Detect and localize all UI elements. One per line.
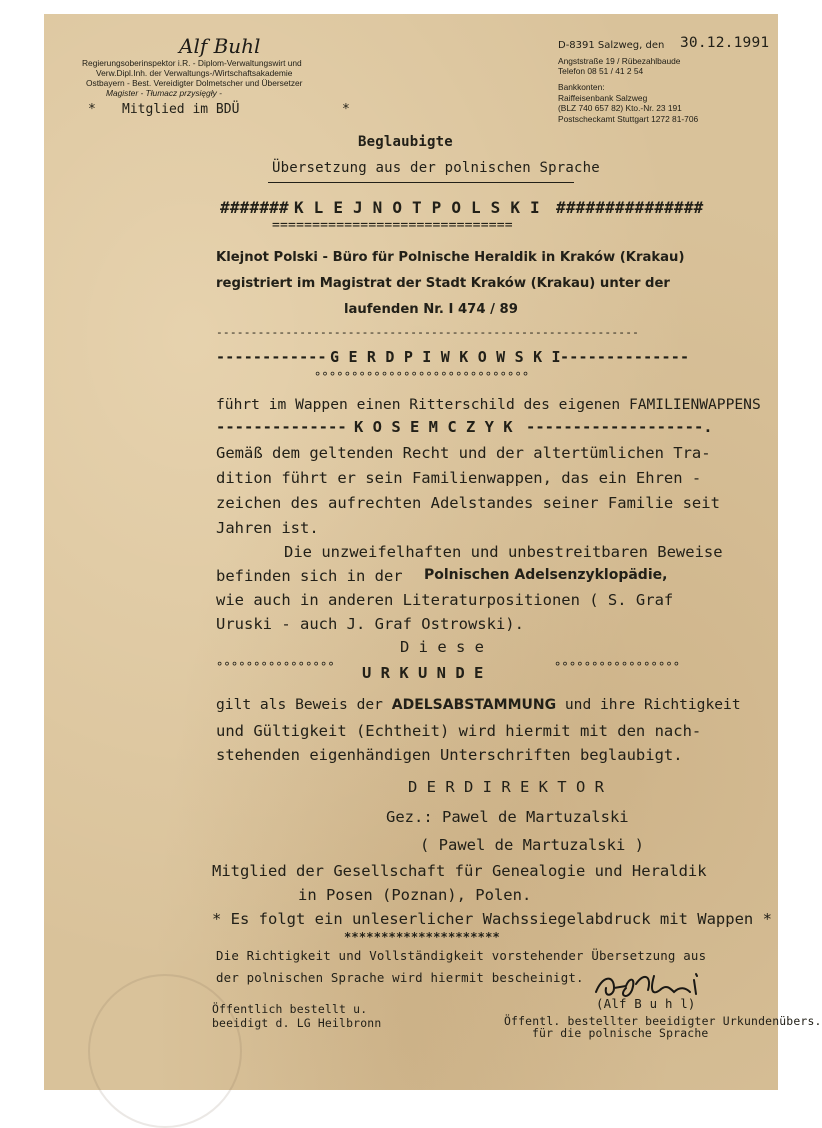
family-dashes-left: -------------- xyxy=(216,418,347,436)
circles-right: °°°°°°°°°°°°°°°°° xyxy=(554,660,681,674)
body-p1: führt im Wappen einen Ritterschild des eigenen FAMILIENWAPPENS xyxy=(216,396,761,413)
title-hashes-left: ####### xyxy=(220,198,289,217)
stars: ********************* xyxy=(344,930,500,944)
office-line-3: laufenden Nr. I 474 / 89 xyxy=(344,302,518,317)
body-p4-line-1b: ADELSABSTAMMUNG xyxy=(391,697,557,713)
body-p3-line-4: Uruski - auch J. Graf Ostrowski). xyxy=(216,615,524,633)
faded-stamp-icon xyxy=(88,974,242,1128)
place: D-8391 Salzweg, den xyxy=(558,40,665,51)
membership-star-left: * xyxy=(88,102,96,117)
cert-line-1: Die Richtigkeit und Vollständigkeit vorstehender Übersetzung aus xyxy=(216,948,707,963)
date: 30.12.1991 xyxy=(680,35,770,51)
person-dashes-right: -------------- xyxy=(560,348,690,366)
body-p4-line-1 xyxy=(216,696,741,713)
bank-title: Bankkonten: xyxy=(558,82,605,92)
bank-line-1: Raiffeisenbank Salzweg xyxy=(558,93,648,103)
cert-right-line-2: für die polnische Sprache xyxy=(532,1026,709,1040)
letterhead-line-4: Magister - Tłumacz przysięgły - xyxy=(106,88,222,98)
heading-underline xyxy=(268,182,574,183)
body-p3-line-2a: befinden sich in der xyxy=(216,567,403,585)
director-member-line-1: Mitglied der Gesellschaft für Genealogie und Heraldik xyxy=(212,862,707,880)
person-dashes-left: ------------ xyxy=(216,348,327,366)
cert-left-line-1: Öffentlich bestellt u. xyxy=(212,1002,368,1016)
body-p4-line-3: stehenden eigenhändigen Unterschriften beglaubigt. xyxy=(216,746,683,764)
phone: Telefon 08 51 / 41 2 54 xyxy=(558,66,644,76)
body-p3-line-1: Die unzweifelhaften und unbestreitbaren Beweise xyxy=(284,543,723,561)
letterhead-line-2: Verw.Dipl.Inh. der Verwaltungs-/Wirtschaftsakademie xyxy=(96,68,293,78)
membership: Mitglied im BDÜ xyxy=(122,102,240,117)
urkunde: U R K U N D E xyxy=(362,664,484,682)
office-line-2: registriert im Magistrat der Stadt Kraków (Krakau) unter der xyxy=(216,276,670,291)
director-name: ( Pawel de Martuzalski ) xyxy=(420,836,644,854)
cert-right-line-1: Öffentl. bestellter beeidigter Urkundenübers. xyxy=(504,1014,822,1028)
diese: D i e s e xyxy=(400,638,484,656)
title-underline: ============================== xyxy=(272,218,513,233)
letterhead-name: Alf Buhl xyxy=(179,34,261,58)
person-dashes-top: ------------------------------------------------------------- xyxy=(216,326,640,339)
document-page xyxy=(44,14,822,1090)
cert-signer-name: (Alf B u h l) xyxy=(596,996,696,1011)
director-signed: Gez.: Pawel de Martuzalski xyxy=(386,808,629,826)
body-p4-line-2: und Gültigkeit (Echtheit) wird hiermit mit den nach- xyxy=(216,722,702,740)
bank-line-2: (BLZ 740 657 82) Kto.-Nr. 23 191 xyxy=(558,103,682,113)
cert-left-line-2: beeidigt d. LG Heilbronn xyxy=(212,1016,382,1030)
letterhead-line-3: Ostbayern - Best. Vereidigter Dolmetscher und Übersetzer xyxy=(86,78,303,88)
membership-star-right: * xyxy=(342,102,350,117)
family-dashes-right: -------------------. xyxy=(526,418,713,436)
body-p3-line-2b: Polnischen Adelsenzyklopädie, xyxy=(424,567,668,583)
title-hashes-right: ############### xyxy=(556,198,704,217)
address: Angststraße 19 / Rübezahlbaude xyxy=(558,56,681,66)
cert-line-2: der polnischen Sprache wird hiermit bescheinigt. xyxy=(216,970,584,985)
heading-line-1: Beglaubigte xyxy=(358,134,453,150)
letterhead-line-1: Regierungsoberinspektor i.R. - Diplom-Verwaltungswirt und xyxy=(82,58,302,68)
bank-line-3: Postscheckamt Stuttgart 1272 81-706 xyxy=(558,114,699,124)
body-p2-line-2: dition führt er sein Familienwappen, das ein Ehren - xyxy=(216,469,702,487)
director-member-line-2: in Posen (Poznan), Polen. xyxy=(298,886,532,904)
person-name: G E R D P I W K O W S K I xyxy=(330,348,561,366)
body-p2-line-4: Jahren ist. xyxy=(216,519,319,537)
director-title: D E R D I R E K T O R xyxy=(408,778,604,796)
family-name: K O S E M C Z Y K xyxy=(354,418,513,436)
heading-line-2: Übersetzung aus der polnischen Sprache xyxy=(272,160,600,176)
circles-left: °°°°°°°°°°°°°°°° xyxy=(216,660,335,674)
body-p3-line-3: wie auch in anderen Literaturpositionen ( S. Graf xyxy=(216,591,674,609)
body-p4-line-1c: und ihre Richtigkeit xyxy=(556,696,741,713)
office-line-1: Klejnot Polski - Büro für Polnische Heraldik in Kraków (Krakau) xyxy=(216,250,685,265)
body-p2-line-3: zeichen des aufrechten Adelstandes seiner Familie seit xyxy=(216,494,720,512)
person-circles: °°°°°°°°°°°°°°°°°°°°°°°°°°°°° xyxy=(314,370,530,384)
title: K L E J N O T P O L S K I xyxy=(294,198,540,217)
body-p4-line-1a: gilt als Beweis der xyxy=(216,696,392,713)
seal-note: * Es folgt ein unleserlicher Wachssiegelabdruck mit Wappen * xyxy=(212,910,772,928)
body-p2-line-1: Gemäß dem geltenden Recht und der altertümlichen Tra- xyxy=(216,444,711,462)
